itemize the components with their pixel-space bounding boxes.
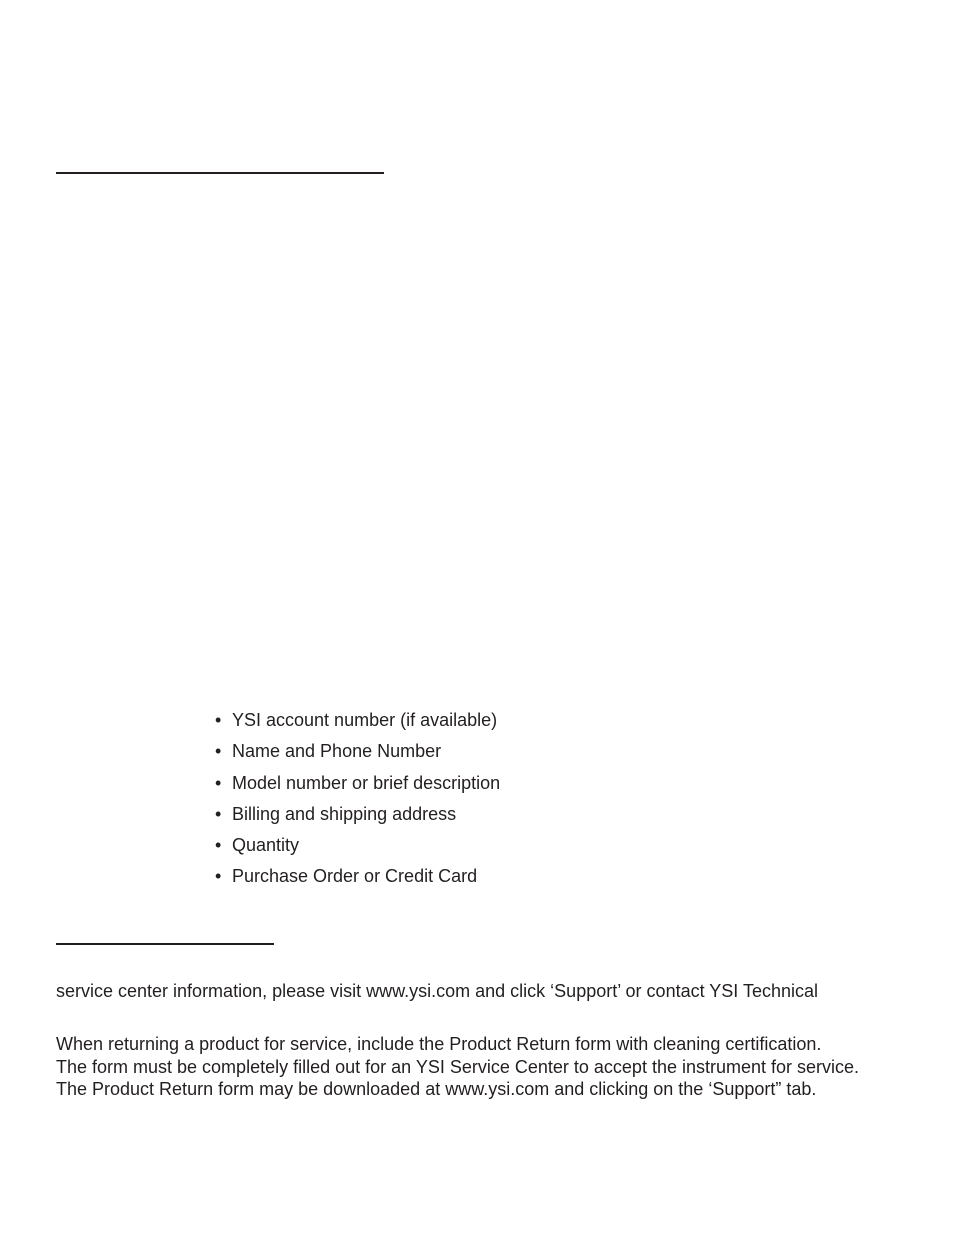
list-item <box>215 736 500 767</box>
list-item-text: Billing and shipping address <box>232 803 457 824</box>
list-item <box>215 705 500 736</box>
list-item-text: YSI account number (if available) <box>232 710 498 730</box>
list-item-text: Name and Phone Number <box>232 741 442 762</box>
list-item-text: Purchase Order or Credit Card <box>232 866 478 887</box>
section-divider-top <box>56 172 384 174</box>
bullet-icon: • <box>215 772 222 793</box>
list-item <box>215 830 500 861</box>
service-info-paragraph: service center information, please visit www.ysi.com and click ‘Support’ or contact YSI Technical <box>56 981 818 1001</box>
list-item <box>215 861 500 892</box>
list-item <box>215 799 500 830</box>
bullet-icon: • <box>215 803 222 824</box>
order-info-list <box>215 705 500 893</box>
product-return-line: When returning a product for service, include the Product Return form with cleaning certification. <box>56 1034 822 1054</box>
product-return-paragraph <box>56 1033 859 1101</box>
bullet-icon: • <box>215 835 222 856</box>
bullet-icon: • <box>215 741 222 762</box>
list-item <box>215 768 500 799</box>
list-item-text: Model number or brief description <box>232 772 501 793</box>
bullet-icon: • <box>215 710 222 730</box>
section-divider-service <box>56 943 274 945</box>
product-return-line: The Product Return form may be downloaded at www.ysi.com and clicking on the ‘Support” tab. <box>56 1079 817 1099</box>
list-item-text: Quantity <box>232 835 300 856</box>
product-return-line: The form must be completely filled out for an YSI Service Center to accept the instrument for service. <box>56 1056 860 1077</box>
bullet-icon: • <box>215 866 222 887</box>
